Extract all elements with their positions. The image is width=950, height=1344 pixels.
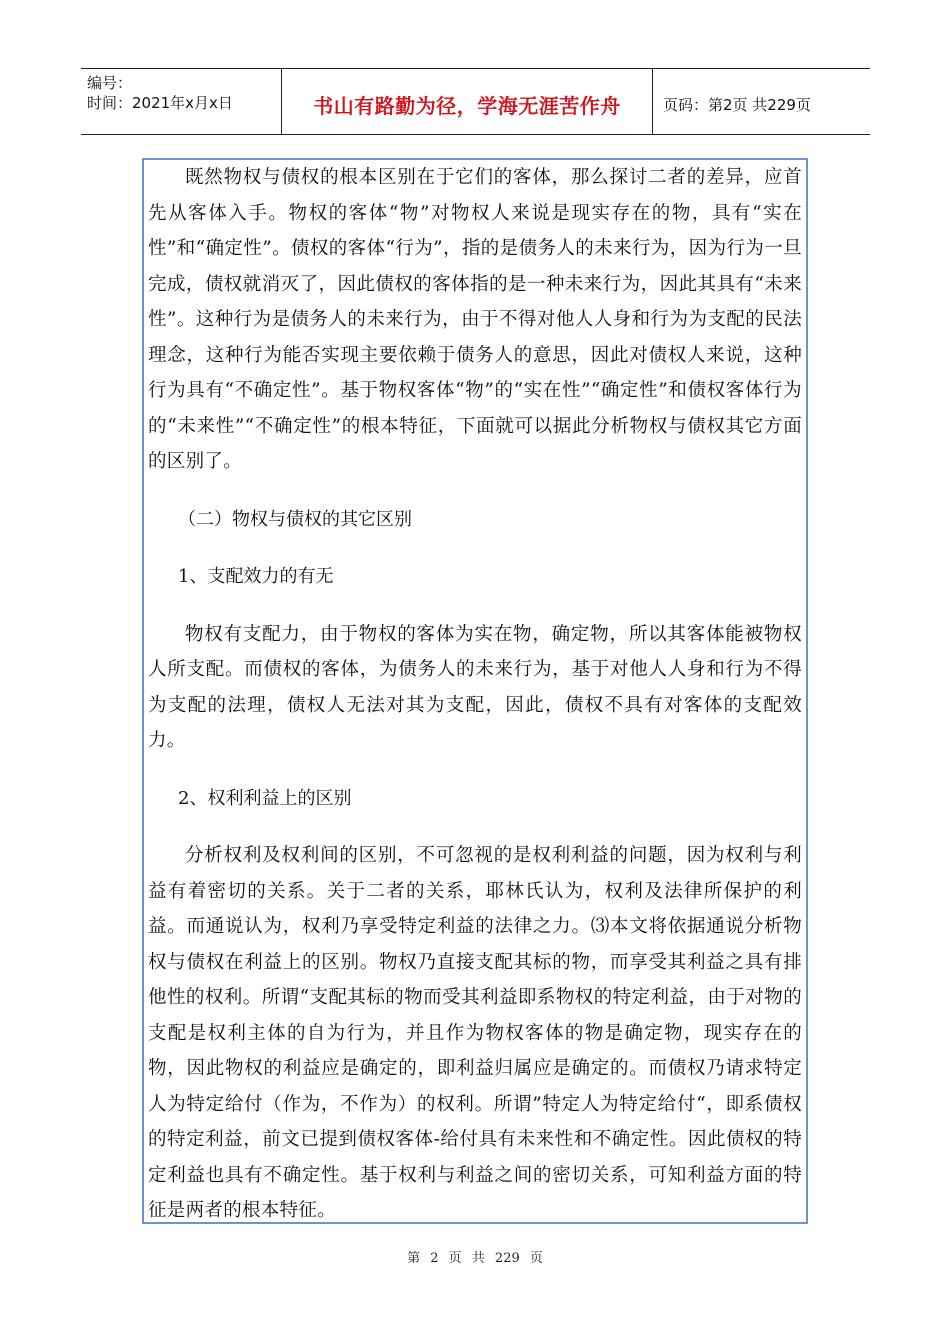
section-heading: （二）物权与债权的其它区别 — [178, 508, 412, 530]
header-meta-cell — [81, 69, 282, 134]
paragraph-interest: 分析权利及权利间的区别，不可忽视的是权利利益的问题，因为权利与利益有着密切的关系。关于二者的关系，耶林氏认为，权利及法律所保护的利益。而通说认为，权利乃享受特定利益的法律之力。⑶本文将依据通说分析物权与债权在利益上的区别。物权乃直接支配其标的物，而享受其利益之具有排他性的权利。所谓“支配其标的物而受其利益即系物权的特定利益，由于对物的支配是权利主体的自为行为，并且作为物权客体的物是确定物，现实存在的物，因此物权的利益应是确定的，即利益归属应是确定的。而债权乃请求特定人为特定给付（作为，不作为）的权利。所谓”特定人为特定给付“，即系债权的特定利益，前文已提到债权客体-给付具有未来性和不确定性。因此债权的特定利益也具有不确定性。基于权利与利益之间的密切关系，可知利益方面的特征是两者的根本特征。 — [148, 845, 802, 1221]
spacer — [148, 537, 802, 559]
paragraph-object-difference: 既然物权与债权的根本区别在于它们的客体，那么探讨二者的差异，应首先从客体入手。物权的客体“物”对物权人来说是现实存在的物，具有“实在性”和“确定性”。债权的客体“行为”，指的是债务人的未来行为，因为行为一旦完成，债权就消灭了，因此债权的客体指的是一种未来行为，因此其具有“未来性”。这种行为是债务人的未来行为，由于不得对他人人身和行为为支配的民法理念，这种行为能否实现主要依赖于债务人的意思，因此对债权人来说，这种行为具有“不确定性”。基于物权客体“物”的“实在性”“确定性”和债权客体行为的“未来性”“不确定性”的根本特征，下面就可以据此分析物权与债权其它方面的区别了。 — [148, 167, 802, 472]
spacer — [148, 816, 802, 838]
subsection-heading-1: 1、支配效力的有无 — [178, 566, 334, 587]
subsection-heading-2: 2、权利利益上的区别 — [178, 787, 352, 809]
header-page-info: 页码：第2页 共229页 — [663, 96, 811, 114]
document-header — [81, 68, 870, 135]
spacer — [148, 595, 802, 617]
header-motto: 书山有路勤为径，学海无涯苦作舟 — [313, 94, 621, 118]
spacer — [148, 759, 802, 781]
content-frame — [142, 158, 808, 1224]
header-motto-cell — [282, 69, 653, 134]
paragraph-dominance: 物权有支配力，由于物权的客体为实在物，确定物，所以其客体能被物权人所支配。而债权的客体，为债务人的未来行为，基于对他人人身和行为不得为支配的法理，债权人无法对其为支配，因此，债权不具有对客体的支配效力。 — [148, 623, 802, 751]
spacer — [148, 480, 802, 502]
document-number-label: 编号： — [87, 74, 133, 92]
document-date-label: 时间：2021年x月x日 — [87, 94, 233, 112]
page-footer: 第 2 页 共 229 页 — [407, 1251, 543, 1266]
